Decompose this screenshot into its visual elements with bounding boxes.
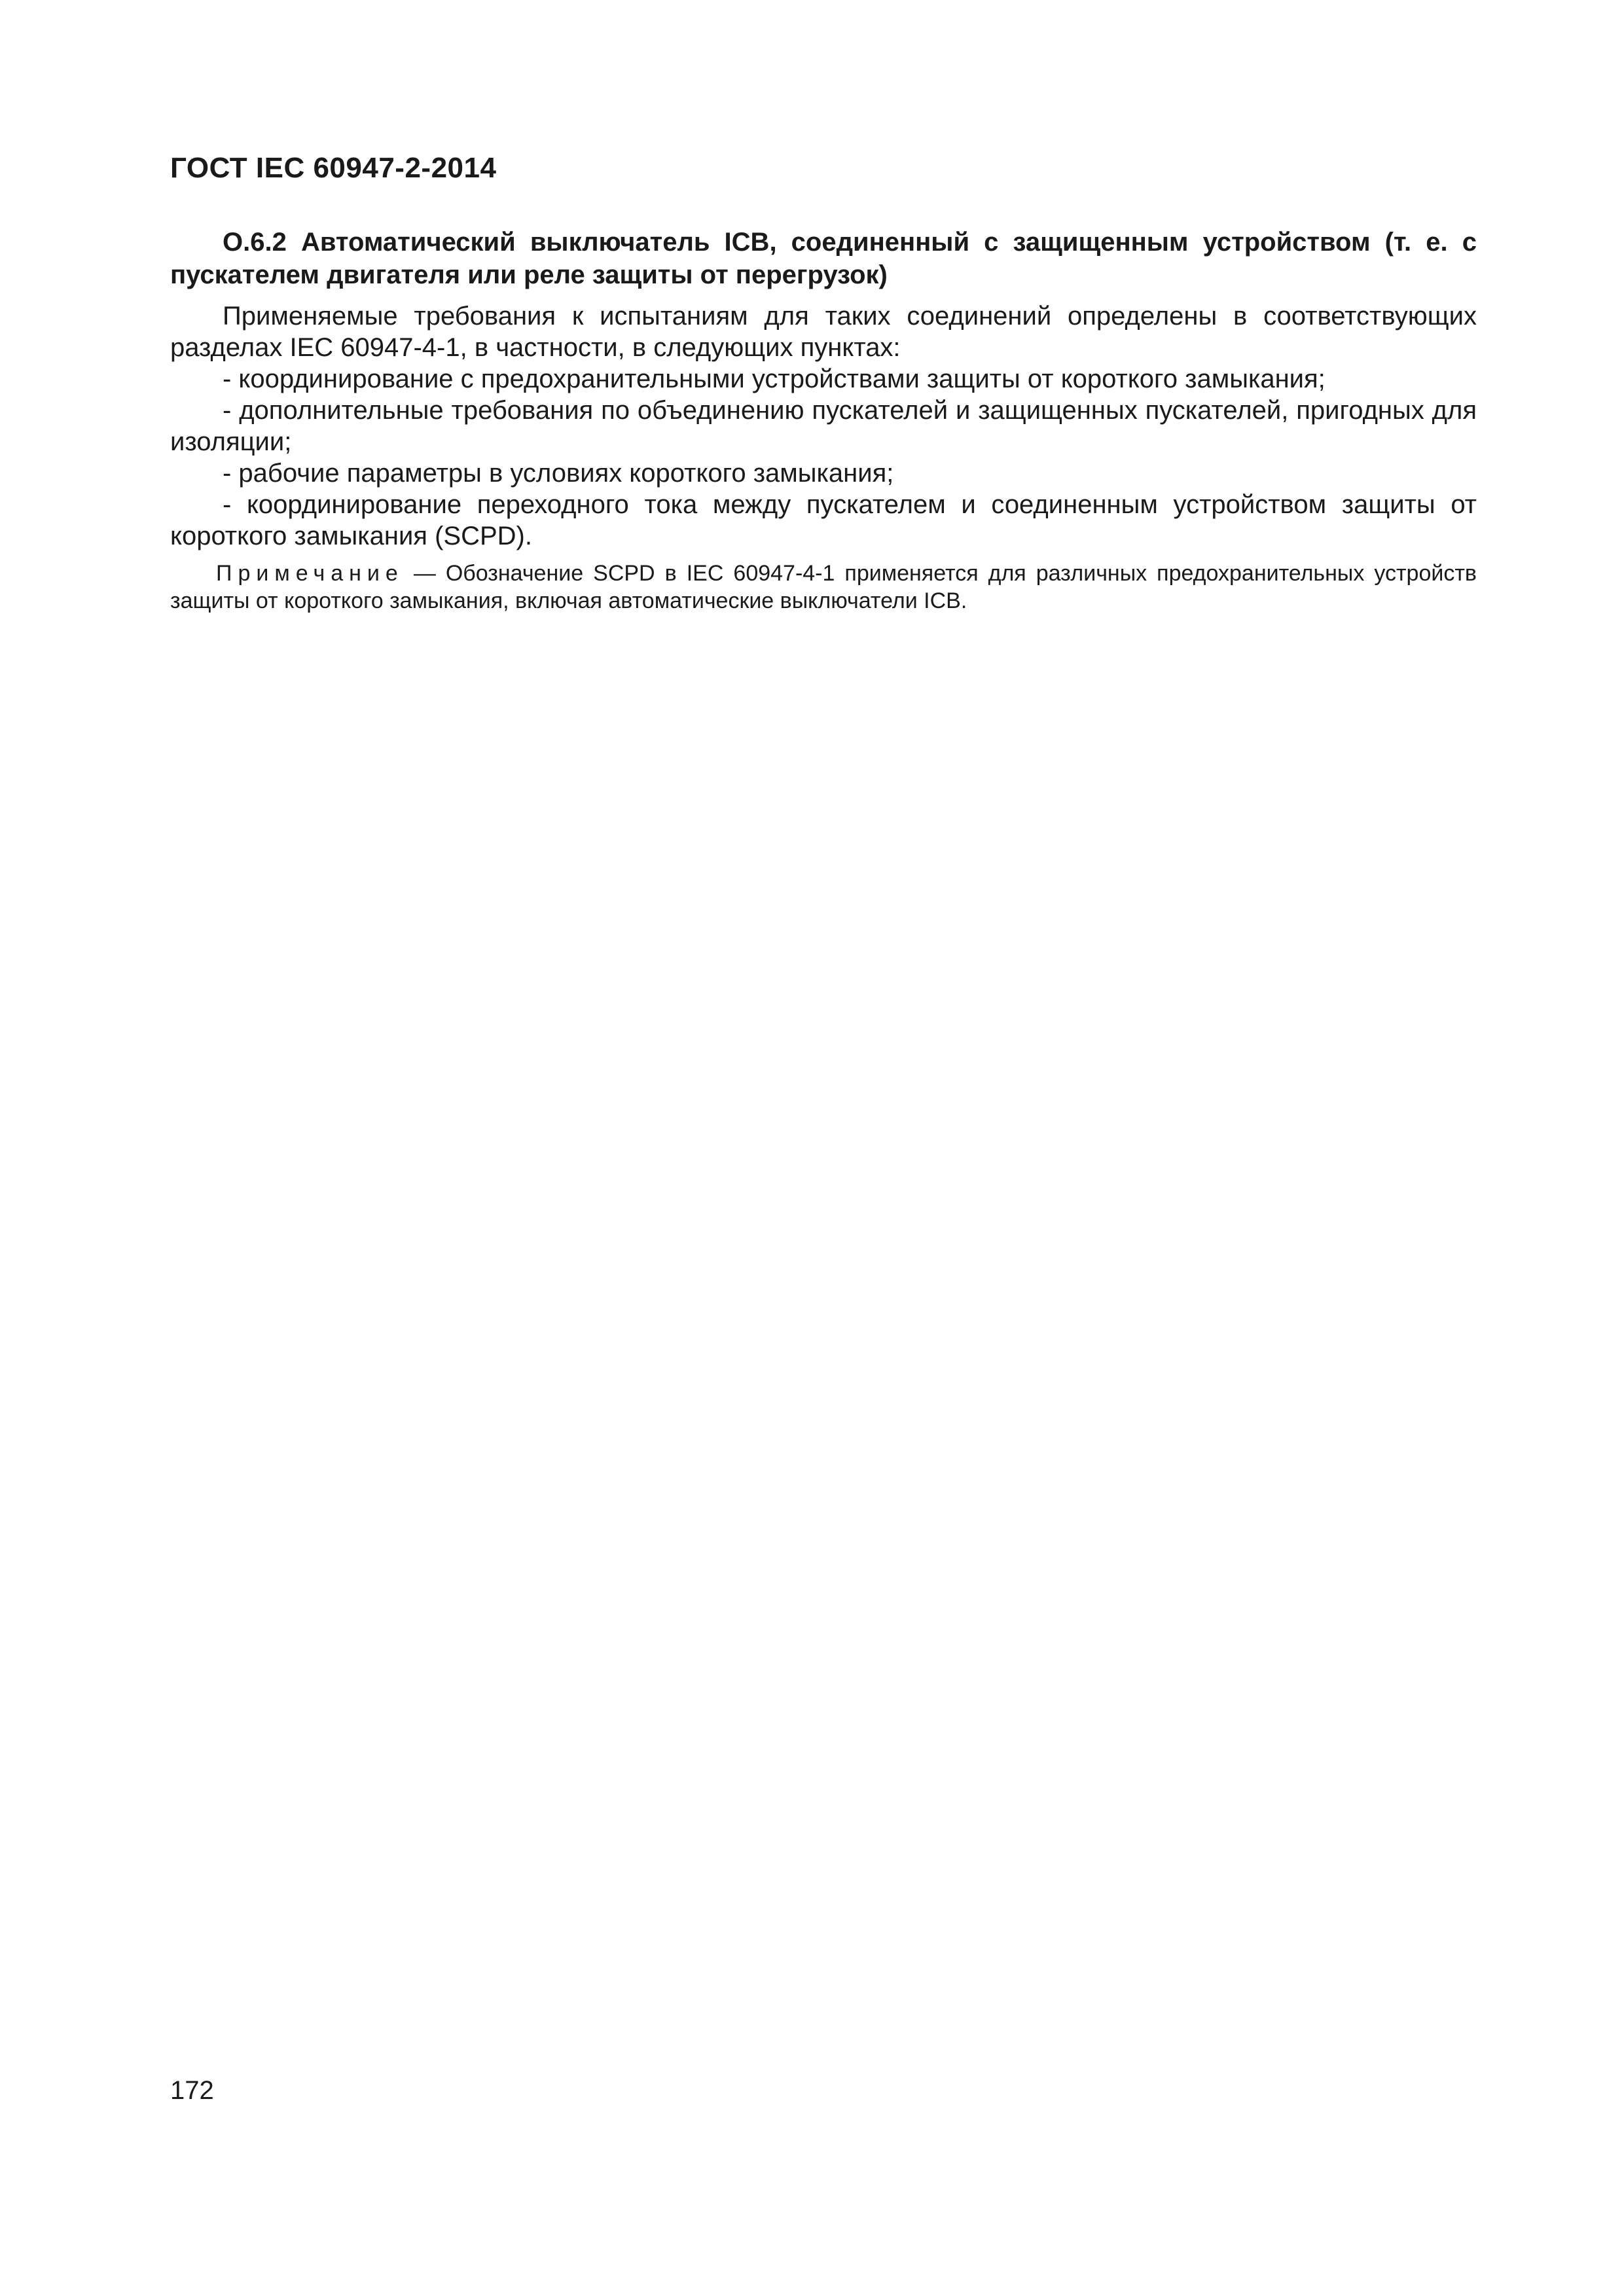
section-title: О.6.2 Автоматический выключатель ICB, соединенный с защищенным устройством (т. е. с пускателем двигателя или реле защиты от перегрузок) [170,228,1477,289]
note-text: — Обозначение SCPD в IEC 60947-4-1 применяется для различных предохранительных устройств защиты от короткого замыкания, включая автоматические выключатели ICB. [170,561,1477,613]
list-item: - рабочие параметры в условиях короткого замыкания; [223,459,894,488]
list-item: - дополнительные требования по объединению пускателей и защищенных пускателей, пригодных для изоляции; [170,396,1477,456]
requirements-list [170,363,1477,552]
document-body [170,226,1477,615]
list-item: - координирование с предохранительными устройствами защиты от короткого замыкания; [223,365,1326,393]
note-label: Примечание [216,561,404,586]
list-item: - координирование переходного тока между пускателем и соединенным устройством защиты от короткого замыкания (SCPD). [170,490,1477,550]
page-number: 172 [170,2076,214,2105]
document-code-header: ГОСТ IEC 60947-2-2014 [170,152,497,184]
note [170,560,1477,615]
intro-paragraph: Применяемые требования к испытаниям для таких соединений определены в соответствующих разделах IEC 60947-4-1, в частности, в следующих пунктах: [170,302,1477,362]
